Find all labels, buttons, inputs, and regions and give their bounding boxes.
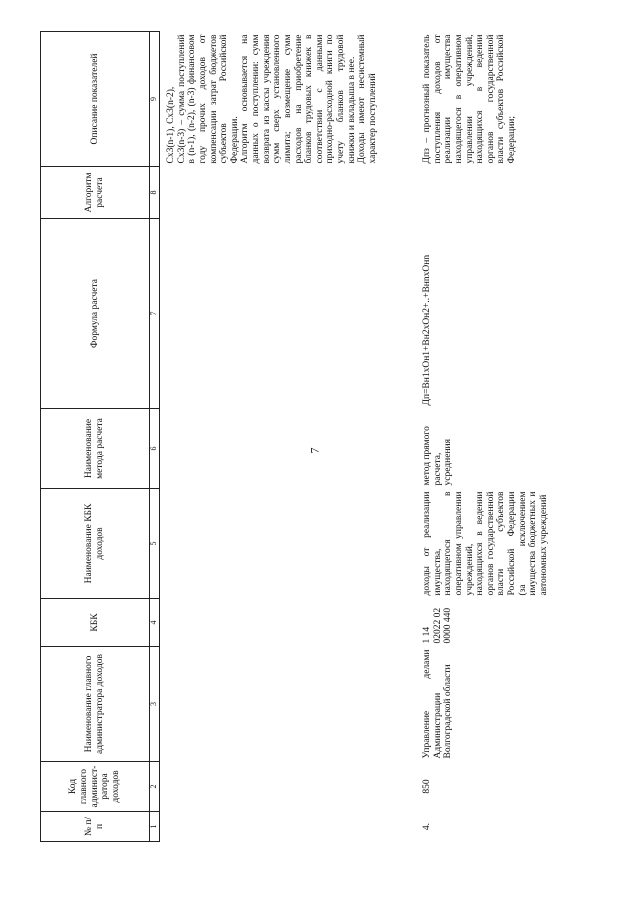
column-number-row (150, 32, 160, 842)
col-num-1: 1 (150, 812, 160, 842)
revenue-forecast-table (40, 31, 550, 842)
col-num-8: 8 (150, 167, 160, 219)
header-algorithm: Алгоритм расчета (41, 167, 150, 219)
header-description: Описание показателей (41, 32, 150, 167)
col-num-9: 9 (150, 32, 160, 167)
page-number: 7 (307, 447, 322, 454)
row-kbk: 1 14 02022 02 0000 440 (422, 607, 454, 644)
col-num-5: 5 (150, 489, 160, 599)
header-code: Код главного админист-ратора доходов (41, 762, 150, 812)
col-num-6: 6 (150, 409, 160, 489)
row-method: метод прямого расчета, усреднения (422, 426, 454, 486)
row-code: 850 (422, 779, 432, 794)
continuation-desc-3: Алгоритм основывается на данных о поступлении: сумм возврата из кассы учреждения сумм сверх установленного лимита; возмещение сумм расходов на приобретение бланков трудовых книжек в соответствии с данными приходно-расходной книги по учету бланков трудовой книжки и вкладыша в нее. (240, 34, 357, 164)
continuation-desc-2: Сх3(n-3) – сумма поступлений в (n-1), (n-2), (n-3) финансовом году прочих доходов от компенсации затрат бюджетов субъектов Российской Федерации. (176, 34, 240, 164)
col-num-4: 4 (150, 599, 160, 647)
continuation-description (160, 32, 417, 167)
header-admin-name: Наименование главного администратора доходов (41, 647, 150, 762)
row-admin-name: Управление делами Администрации Волгоградской области (422, 649, 454, 759)
header-row (41, 32, 150, 842)
continuation-desc-4: Доходы имеют несистемный характер поступлений (357, 34, 378, 164)
continuation-row (160, 32, 417, 842)
col-num-3: 3 (150, 647, 160, 762)
rotated-page-content (40, 32, 605, 842)
row-kbk-name: доходы от реализации имущества, находящегося в оперативном управлении учреждений, находящихся в ведении органов государственной власти субъектов Российской Федерации (за исключением имущества бюджетных и автономных учреждений (422, 491, 549, 596)
continuation-desc-1: Сх3(n-1), Сх3(n-2), (166, 86, 176, 164)
header-num: № п/п (41, 812, 150, 842)
row-description: Дпз – прогнозный показатель поступления доходов от реализации имущества находящегося в оперативном управлении учреждений, находящихся в ведении органов государственной власти субъектов Российской Федерации; (422, 34, 517, 164)
row-formula: Дп=Вн1хОн1+Вн2хОн2+..+ВнnхОнn (422, 254, 432, 406)
header-kbk-name: Наименование КБК доходов (41, 489, 150, 599)
row-num: 4. (422, 822, 432, 831)
header-method: Наименование метода расчета (41, 409, 150, 489)
header-formula: Формула расчета (41, 219, 150, 409)
col-num-2: 2 (150, 762, 160, 812)
header-kbk: КБК (41, 599, 150, 647)
col-num-7: 7 (150, 219, 160, 409)
row-algorithm (416, 167, 550, 219)
table-row (416, 32, 550, 842)
